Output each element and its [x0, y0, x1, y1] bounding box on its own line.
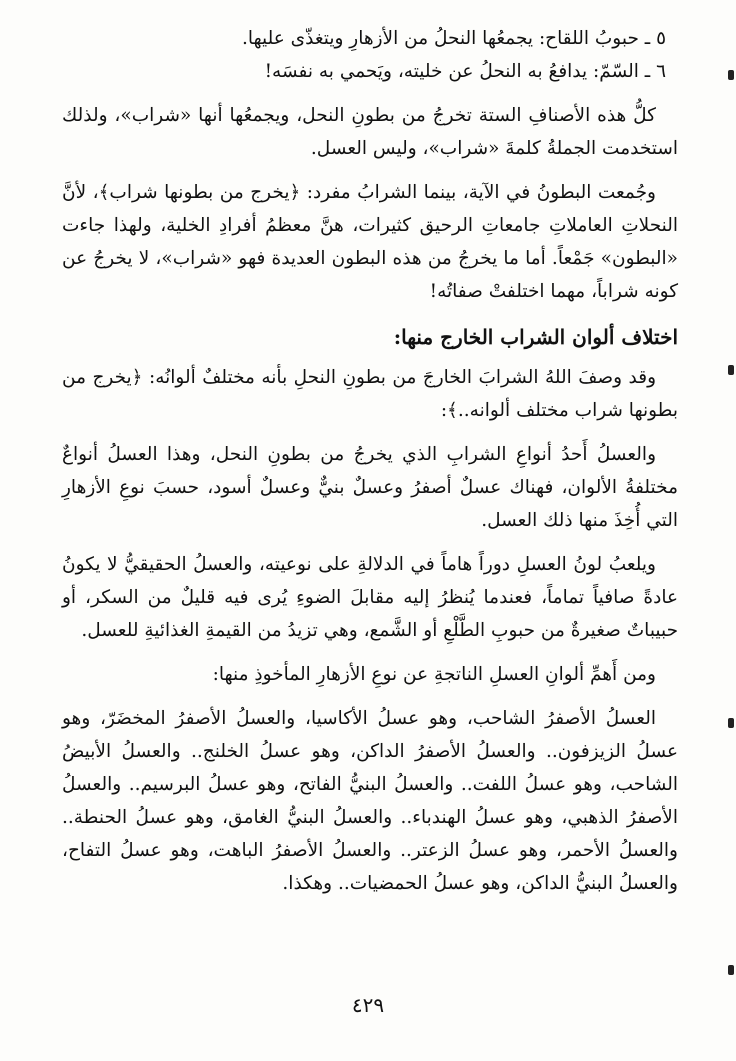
paragraph: ويلعبُ لونُ العسلِ دوراً هاماً في الدلالةِ على نوعيته، والعسلُ الحقيقيُّ لا يكونُ عادةً صافياً تماماً، فعندما يُنظرُ إليه مقابلَ الضوءِ يُرى فيه قليلٌ من السكر، أو حبيباتٌ صغيرةٌ من حبوبِ الطَّلْعِ أو الشَّمع، وهي تزيدُ من القيمةِ الغذائيةِ للعسل. — [62, 554, 678, 641]
margin-mark — [728, 365, 734, 375]
margin-mark — [728, 70, 734, 80]
list-item: ٦ ـ السّمّ: يدافعُ به النحلُ عن خليته، ويَحمي به نفسَه! — [264, 61, 666, 82]
paragraph: ومن أَهمِّ ألوانِ العسلِ الناتجةِ عن نوعِ الأزهارِ المأخوذِ منها: — [212, 664, 656, 685]
paragraph: وجُمعت البطونُ في الآية، بينما الشرابُ مفرد: ﴿يخرج من بطونها شراب﴾، لأنَّ النحلاتِ العاملاتِ جامعاتِ الرحيق كثيرات، هنَّ معظمُ أفرادِ الخلية، ولهذا جاءت «البطون» جَمْعاً. أما ما يخرجُ من هذه البطون العديدة فهو «شراب»، لا يخرجُ عن كونه شراباً، مهما اختلفتْ صفاتُه! — [62, 182, 678, 302]
margin-mark — [728, 965, 734, 975]
paragraph: وقد وصفَ اللهُ الشرابَ الخارجَ من بطونِ النحلِ بأنه مختلفٌ ألوانُه: ﴿يخرج من بطونها شراب مختلف ألوانه..﴾: — [62, 367, 678, 421]
paragraph: والعسلُ أَحدُ أنواعِ الشرابِ الذي يخرجُ من بطونِ النحل، وهذا العسلُ أنواعٌ مختلفةُ الألوان، فهناك عسلٌ أصفرُ وعسلٌ بنيٌّ وعسلٌ أسود، حسبَ نوعِ الأزهارِ التي أُخِذَ منها ذلك العسل. — [62, 444, 678, 531]
page-body — [62, 22, 678, 911]
list-item: ٥ ـ حبوبُ اللقاح: يجمعُها النحلُ من الأزهارِ ويتغذّى عليها. — [241, 28, 666, 49]
paragraph: كلُّ هذه الأصنافِ الستة تخرجُ من بطونِ النحل، ويجمعُها أنها «شراب»، ولذلك استخدمت الجملةُ كلمةَ «شراب»، وليس العسل. — [62, 105, 678, 159]
paragraph: العسلُ الأصفرُ الشاحب، وهو عسلُ الأكاسيا، والعسلُ الأصفرُ المخضَرّ، وهو عسلُ الزيزفون.. والعسلُ الأصفرُ الداكن، وهو عسلُ الخلنج.. والعسلُ الأبيضُ الشاحب، وهو عسلُ اللفت.. والعسلُ البنيُّ الفاتح، وهو عسلُ البرسيم.. والعسلُ الأصفرُ الذهبي، وهو عسلُ الهندباء.. والعسلُ البنيُّ الغامق، وهو عسلُ الحنطة.. والعسلُ الأحمر، وهو عسلُ الزعتر.. والعسلُ الأصفرُ الباهت، وهو عسلُ التفاح، والعسلُ البنيُّ الداكن، وهو عسلُ الحمضيات.. وهكذا. — [62, 708, 678, 894]
section-heading: اختلاف ألوان الشراب الخارج منها: — [393, 325, 678, 349]
page-number: ٤٢٩ — [351, 993, 385, 1017]
margin-mark — [728, 718, 734, 728]
